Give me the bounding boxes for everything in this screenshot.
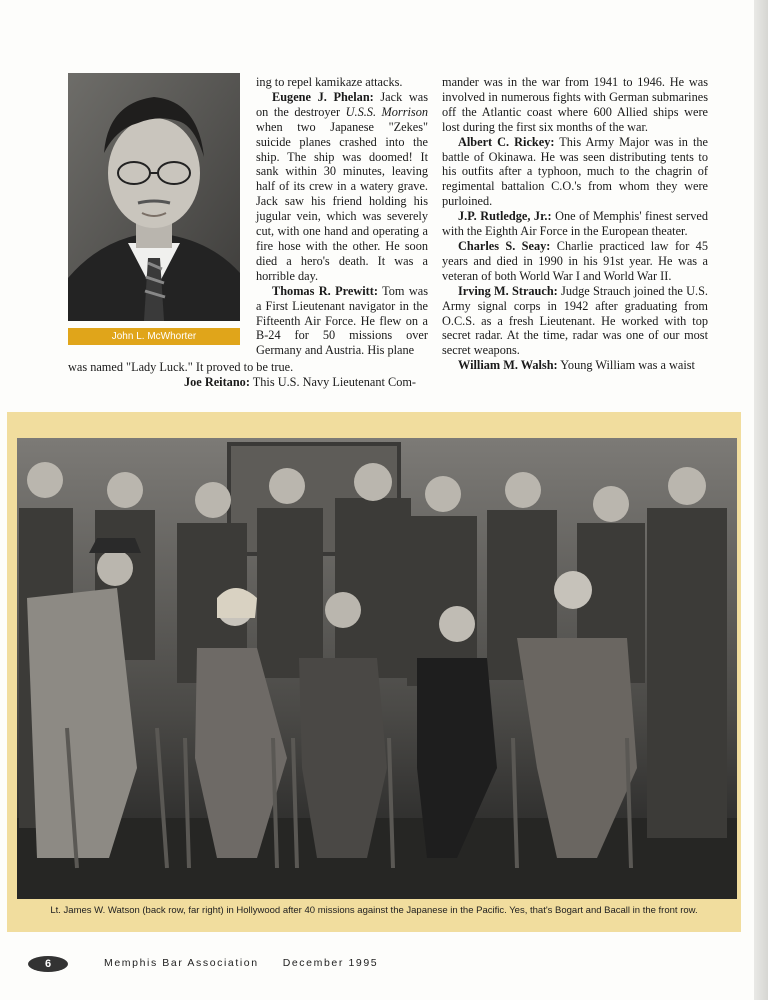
paragraph-continuation: ing to repel kamikaze attacks.: [256, 75, 403, 89]
paragraph-phelan: [256, 90, 428, 284]
issue-date: December 1995: [282, 957, 379, 969]
paragraph-reitano-cont: mander was in the war from 1941 to 1946. He was involved in numerous fights with German submarines off the Atlantic coast where 600 Allied ships were lost during the first six months of the war.: [442, 75, 708, 134]
page-number: 6: [28, 956, 68, 972]
group-photo-frame: [7, 412, 741, 932]
text-phelan-a: Jack was on the destroyer: [256, 89, 428, 119]
group-photo-illustration: [17, 438, 737, 899]
paragraph-strauch: [442, 284, 708, 359]
name-rutledge: J.P. Rutledge, Jr.:: [458, 209, 552, 224]
text-rickey: This Army Major was in the battle of Okinawa. He was seen distributing tents to his outfits after a typhoon, much to the chagrin of regimental battalion C.O.'s from whom they were purloined.: [442, 134, 709, 209]
portrait-caption: John L. McWhorter: [68, 328, 240, 345]
text-seay: Charlie practiced law for 45 years and died in 1990 in his 91st year. He was a veteran of both World War I and World War II.: [442, 238, 708, 283]
text-prewitt: Tom was a First Lieutenant navigator in the Fifteenth Air Force. He flew on a B-24 for 50 missions over Germany and Austria. His plane: [256, 283, 428, 358]
paragraph-reitano: [68, 375, 428, 390]
name-rickey: Albert C. Rickey:: [458, 134, 555, 149]
text-column-right: [442, 75, 708, 373]
paragraph-rickey: [442, 135, 708, 210]
text-strauch: Judge Strauch joined the U.S. Army signal corps in 1942 after graduating from O.C.S. as a fresh Lieutenant. He worked with top secret radar. At the time, radar was one of our most secret weapons.: [442, 283, 708, 358]
photo-caption: Lt. James W. Watson (back row, far right) in Hollywood after 40 missions against the Japanese in the Pacific. Yes, that's Bogart and Bacall in the front row.: [50, 905, 698, 916]
text-walsh: Young William was a waist: [557, 358, 695, 373]
portrait-illustration: [68, 73, 240, 321]
portrait-photo: [68, 73, 240, 321]
paragraph-seay: [442, 239, 708, 284]
text-column-left: [256, 75, 428, 358]
text-phelan-b: when two Japanese "Zekes" suicide planes crashed into the ship. The ship was doomed! It sank within 30 minutes, leaving half of its crew in a watery grave. Jack saw his friend holding his jugular vein, which was severely cut, with one hand and operating a fire hose with the other. He soon died a hero's death. It was a horrible day.: [256, 119, 428, 283]
paragraph-prewitt: [256, 284, 428, 359]
paragraph-walsh: [442, 358, 708, 373]
name-strauch: Irving M. Strauch:: [458, 283, 558, 298]
page-edge: [754, 0, 768, 1000]
name-prewitt: Thomas R. Prewitt:: [272, 283, 378, 298]
text-rutledge: One of Memphis' finest served with the Eighth Air Force in the European theater.: [442, 209, 708, 239]
group-photo: [17, 438, 737, 899]
name-seay: Charles S. Seay:: [458, 238, 551, 253]
paragraph-rutledge: [442, 209, 708, 239]
footer-publication: [104, 957, 378, 969]
prewitt-tail: [68, 360, 428, 390]
name-phelan: Eugene J. Phelan:: [272, 89, 374, 104]
text-prewitt-tail: was named "Lady Luck." It proved to be true.: [68, 360, 294, 374]
name-reitano: Joe Reitano:: [184, 374, 250, 389]
text-reitano: This U.S. Navy Lieutenant Com-: [249, 374, 417, 389]
ship-name: U.S.S. Morrison: [345, 104, 429, 119]
name-walsh: William M. Walsh:: [458, 358, 558, 373]
publication-name: Memphis Bar Association: [104, 957, 259, 969]
